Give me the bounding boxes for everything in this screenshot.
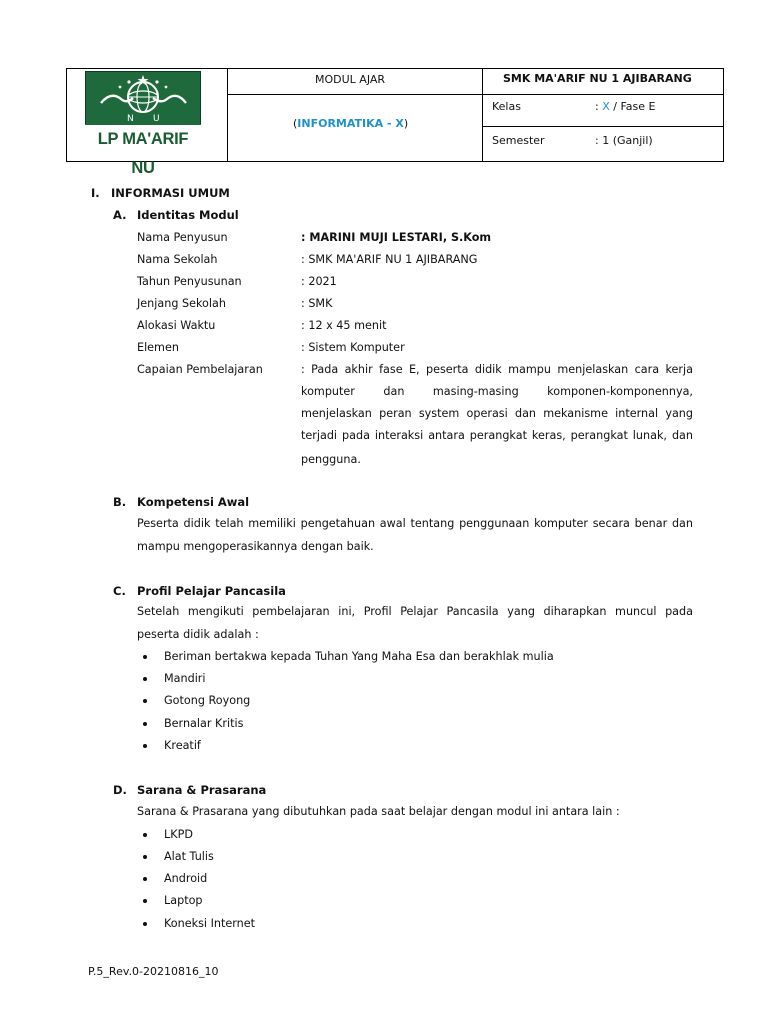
paragraph-line: Sarana & Prasarana yang dibutuhkan pada saat belajar dengan modul ini antara lain : [137,805,620,818]
nu-emblem-icon [87,73,199,125]
subsection-number: A. [113,208,127,222]
list-item: Laptop [164,894,203,907]
capaian-line: komputer dan masing-masing komponen-komponennya, [301,385,693,398]
list-item: Kreatif [164,739,201,752]
footer-code: P.5_Rev.0-20210816_10 [88,965,219,978]
section-number: I. [91,186,100,200]
bullet-icon [143,722,147,726]
subsection-title: Sarana & Prasarana [137,783,267,797]
bullet-icon [143,677,147,681]
kelas-grade: X [602,100,610,113]
capaian-line: : Pada akhir fase E, peserta didik mampu menjelaskan cara kerja [301,363,693,376]
bullet-icon [143,922,147,926]
section-title: INFORMASI UMUM [111,186,230,200]
paragraph-line: peserta didik adalah : [137,628,259,641]
list-item: Mandiri [164,672,206,685]
kelas-label: Kelas [492,100,521,113]
module-label: MODUL AJAR [315,73,386,86]
identity-value: : SMK [301,297,333,310]
identity-value: : 2021 [301,275,337,288]
bullet-icon [143,833,147,837]
subject-title [293,117,408,130]
subsection-title: Identitas Modul [137,208,239,222]
list-item: Gotong Royong [164,694,251,707]
paren-open: ( [293,117,298,130]
capaian-line: terjadi pada interaksi antara perangkat keras, perangkat lunak, dan [301,429,693,442]
identity-label: Tahun Penyusunan [137,275,242,288]
header-divider [227,68,228,162]
identity-label: Jenjang Sekolah [137,297,226,310]
logo-text: LP MA'ARIF NU [85,124,201,153]
identity-label: Alokasi Waktu [137,319,216,332]
identity-value: : SMK MA'ARIF NU 1 AJIBARANG [301,253,478,266]
capaian-line: menjelaskan peran system operasi dan mekanisme internal yang [301,407,693,420]
identity-value: : Sistem Komputer [301,341,405,354]
kelas-fase: / Fase E [609,100,656,113]
subsection-title: Kompetensi Awal [137,495,250,509]
bullet-icon [143,744,147,748]
identity-label: Nama Sekolah [137,253,218,266]
bullet-icon [143,699,147,703]
subject-name: INFORMATIKA - X [297,117,404,130]
paragraph-line: Setelah mengikuti pembelajaran ini, Profil Pelajar Pancasila yang diharapkan muncul pada [137,605,693,618]
paragraph-line: Peserta didik telah memiliki pengetahuan awal tentang penggunaan komputer secara benar dan [137,517,693,530]
bullet-icon [143,655,147,659]
school-title: SMK MA'ARIF NU 1 AJIBARANG [503,72,692,85]
list-item: Android [164,872,208,885]
list-item: Bernalar Kritis [164,717,244,730]
bullet-icon [143,877,147,881]
list-item: Beriman bertakwa kepada Tuhan Yang Maha Esa dan berakhlak mulia [164,650,554,663]
bullet-icon [143,855,147,859]
list-item: LKPD [164,828,193,841]
subsection-number: C. [113,584,126,598]
semester-value: : 1 (Ganjil) [595,134,653,147]
kelas-colon: : [595,100,603,113]
svg-text:N: N [127,114,134,124]
capaian-line: pengguna. [301,453,361,466]
svg-text:U: U [153,114,160,124]
bullet-icon [143,899,147,903]
subsection-number: D. [113,783,127,797]
header-divider [227,94,724,95]
paren-close: ) [403,117,409,130]
subsection-number: B. [113,495,127,509]
identity-label: Elemen [137,341,179,354]
kelas-value [595,100,655,113]
identity-label: Capaian Pembelajaran [137,363,263,376]
list-item: Alat Tulis [164,850,214,863]
semester-label: Semester [492,134,545,147]
identity-value: : MARINI MUJI LESTARI, S.Kom [301,231,492,244]
header-divider [482,68,483,162]
subsection-title: Profil Pelajar Pancasila [137,584,286,598]
header-divider [482,126,724,127]
identity-label: Nama Penyusun [137,231,228,244]
list-item: Koneksi Internet [164,917,255,930]
paragraph-line: mampu mengoperasikannya dengan baik. [137,540,374,553]
identity-value: : 12 x 45 menit [301,319,387,332]
